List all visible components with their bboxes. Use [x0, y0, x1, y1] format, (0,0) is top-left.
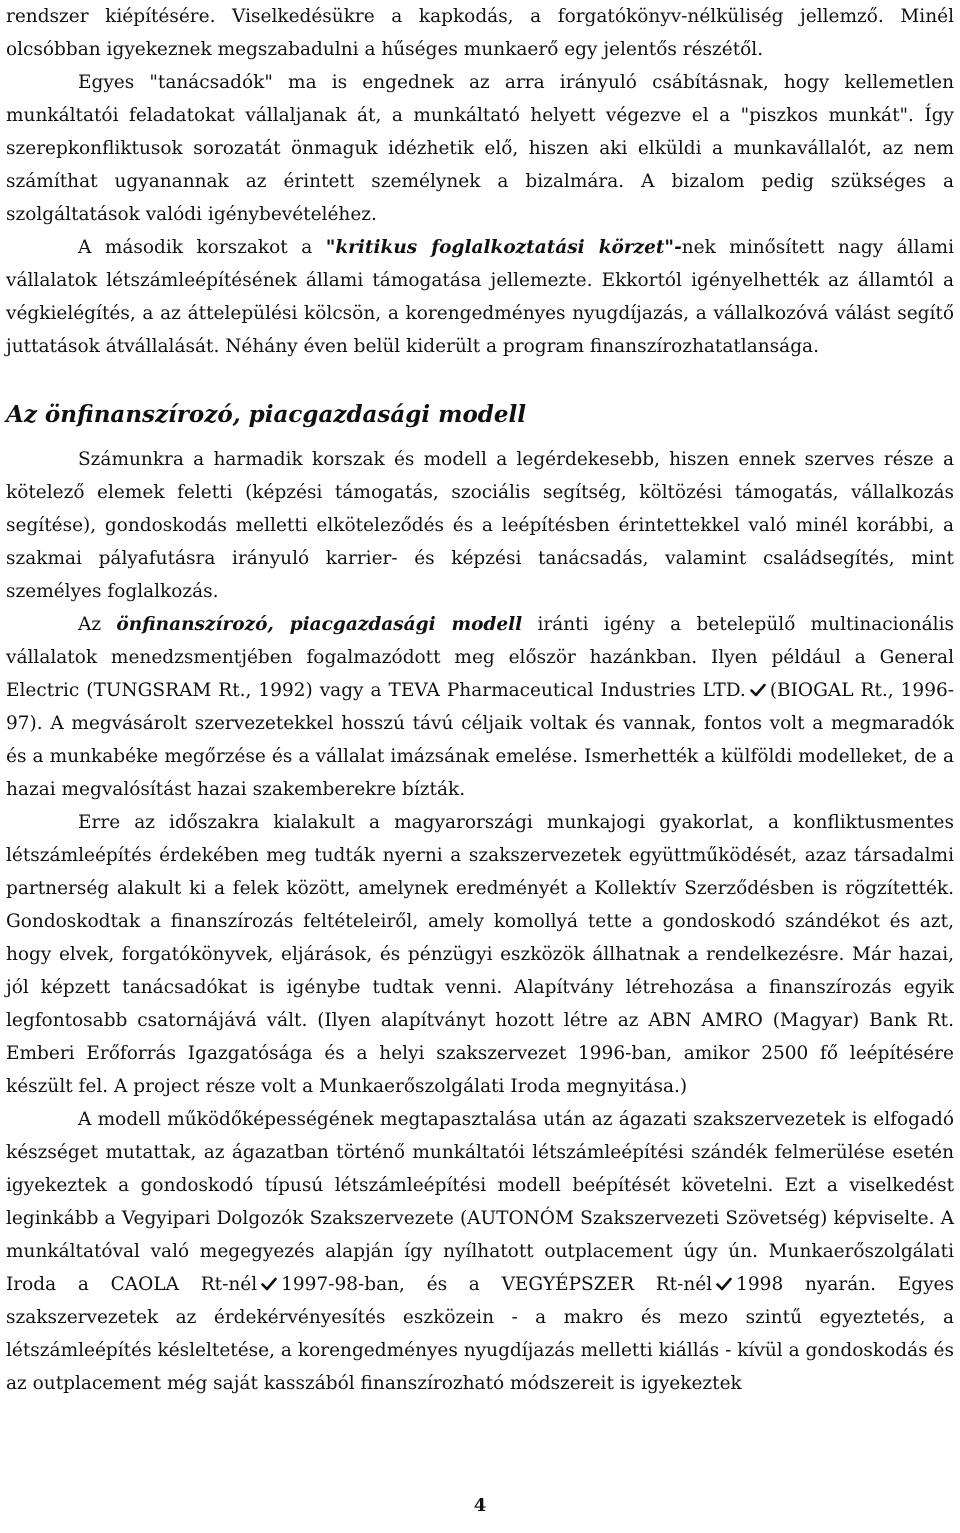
text-segment: nek minősített nagy állami vállalatok létszámleépítésének állami támogatása jellemezte. Ekkortól igényelhették az államtól a végkielégítés, a az áttelepülési kölcsön, a korengedményes nyugdíjazás, a vállalkozóvá válást segítő juttatások átvállalását. Néhány éven belül kiderült a program finanszírozhatatlansága.	[6, 237, 954, 357]
paragraph-section-2	[6, 608, 954, 806]
text-segment: iránti igény a betelepülő multinacionális vállalatok menedzsmentjében fogalmazódott meg először hazánkban. Ilyen például a General Electric (TUNGSRAM Rt., 1992) vagy a TEVA Pharmaceutical Industries LTD.	[6, 614, 954, 701]
page-number: 4	[473, 1495, 487, 1516]
check-icon	[750, 683, 766, 697]
paragraph-section-4	[6, 1103, 954, 1400]
paragraph-section-1: Számunkra a harmadik korszak és modell a legérdekesebb, hiszen ennek szerves része a kötelező elemek feletti (képzési támogatás, szociális segítség, költözési támogatás, vállalkozás segítése), gondoskodás melletti elköteleződés és a leépítésben érintettekkel való minél korábbi, a szakmai pályafutásra irányuló karrier- és képzési tanácsadás, valamint családsegítés, mint személyes foglalkozás.	[6, 449, 954, 602]
section-heading: Az önfinanszírozó, piacgazdasági modell	[6, 401, 526, 428]
paragraph-section-3: Erre az időszakra kialakult a magyarországi munkajogi gyakorlat, a konfliktusmentes létszámleépítés érdekében meg tudták nyerni a szakszervezetek együttműködését, azaz társadalmi partnerség alakult ki a felek között, amelynek eredményét a Kollektív Szerződésben is rögzítették. Gondoskodtak a finanszírozás feltételeiről, amely komollyá tette a gondoskodó szándékot és azt, hogy elvek, forgatókönyvek, eljárások, és pénzügyi eszközök állhatnak a rendelkezésre. Már hazai, jól képzett tanácsadókat is igénybe tudtak venni. Alapítvány létrehozása a finanszírozás egyik legfontosabb csatornájává vált. (Ilyen alapítványt hozott létre az ABN AMRO (Magyar) Bank Rt. Emberi Erőforrás Igazgatósága és a helyi szakszervezet 1996-ban, amikor 2500 fő leépítésére készült fel. A project része volt a Munkaerőszolgálati Iroda megnyitása.)	[6, 812, 954, 1097]
document-page	[6, 0, 954, 1400]
text-segment: 1998 nyarán. Egyes szakszervezetek az érdekérvényesítés eszközein - a makro és mezo szintű egyeztetés, a létszámleépítés késleltetése, a korengedményes nyugdíjazás melletti kiállás - kívül a gondoskodás és az outplacement még saját kasszából finanszírozható módszereit is igyekeztek	[6, 1274, 954, 1394]
text-segment: A második korszakot a	[78, 237, 326, 258]
paragraph-intro-3	[6, 231, 954, 363]
check-icon	[261, 1277, 277, 1291]
text-segment: A modell működőképességének megtapasztalása után az ágazati szakszervezetek is elfogadó készséget mutattak, az ágazatban történő munkáltatói létszámleépítési szándék felmerülése esetén igyekeztek a gondoskodó típusú létszámleépítési modell beépítését követelni. Ezt a viselkedést leginkább a Vegyipari Dolgozók Szakszervezete (AUTONÓM Szakszervezeti Szövetség) képviselte. A munkáltatóval való megegyezés alapján így nyílhatott outplacement úgy ún. Munkaerőszolgálati Iroda a CAOLA Rt-nél	[6, 1109, 954, 1295]
paragraph-intro-1: rendszer kiépítésére. Viselkedésükre a kapkodás, a forgatókönyv-nélküliség jellemző. Minél olcsóbban igyekeznek megszabadulni a hűséges munkaerő egy jelentős részétől.	[6, 6, 954, 60]
emphasis-critical-zone: "kritikus foglalkoztatási körzet"-	[325, 237, 682, 258]
check-icon	[716, 1277, 732, 1291]
paragraph-intro-2: Egyes "tanácsadók" ma is engednek az arra irányuló csábításnak, hogy kellemetlen munkáltatói feladatokat vállaljanak át, a munkáltató helyett végezve el a "piszkos munkát". Így szerepkonfliktusok sorozatát önmaguk idézhetik elő, hiszen aki elküldi a munkavállalót, az nem számíthat ugyanannak az érintett személynek a bizalmára. A bizalom pedig szükséges a szolgáltatások valódi igénybevételéhez.	[6, 72, 954, 225]
text-segment: 1997-98-ban, és a VEGYÉPSZER Rt-nél	[281, 1274, 713, 1295]
text-segment: (BIOGAL Rt., 1996-97). A megvásárolt szervezetekkel hosszú távú céljaik voltak és vannak, fontos volt a megmaradók és a munkabéke megőrzése és a vállalat imázsának emelése. Ismerhették a külföldi modelleket, de a hazai megvalósítást hazai szakemberekre bízták.	[6, 680, 954, 800]
text-segment: Az	[78, 614, 117, 635]
emphasis-model-name: önfinanszírozó, piacgazdasági modell	[116, 614, 523, 635]
